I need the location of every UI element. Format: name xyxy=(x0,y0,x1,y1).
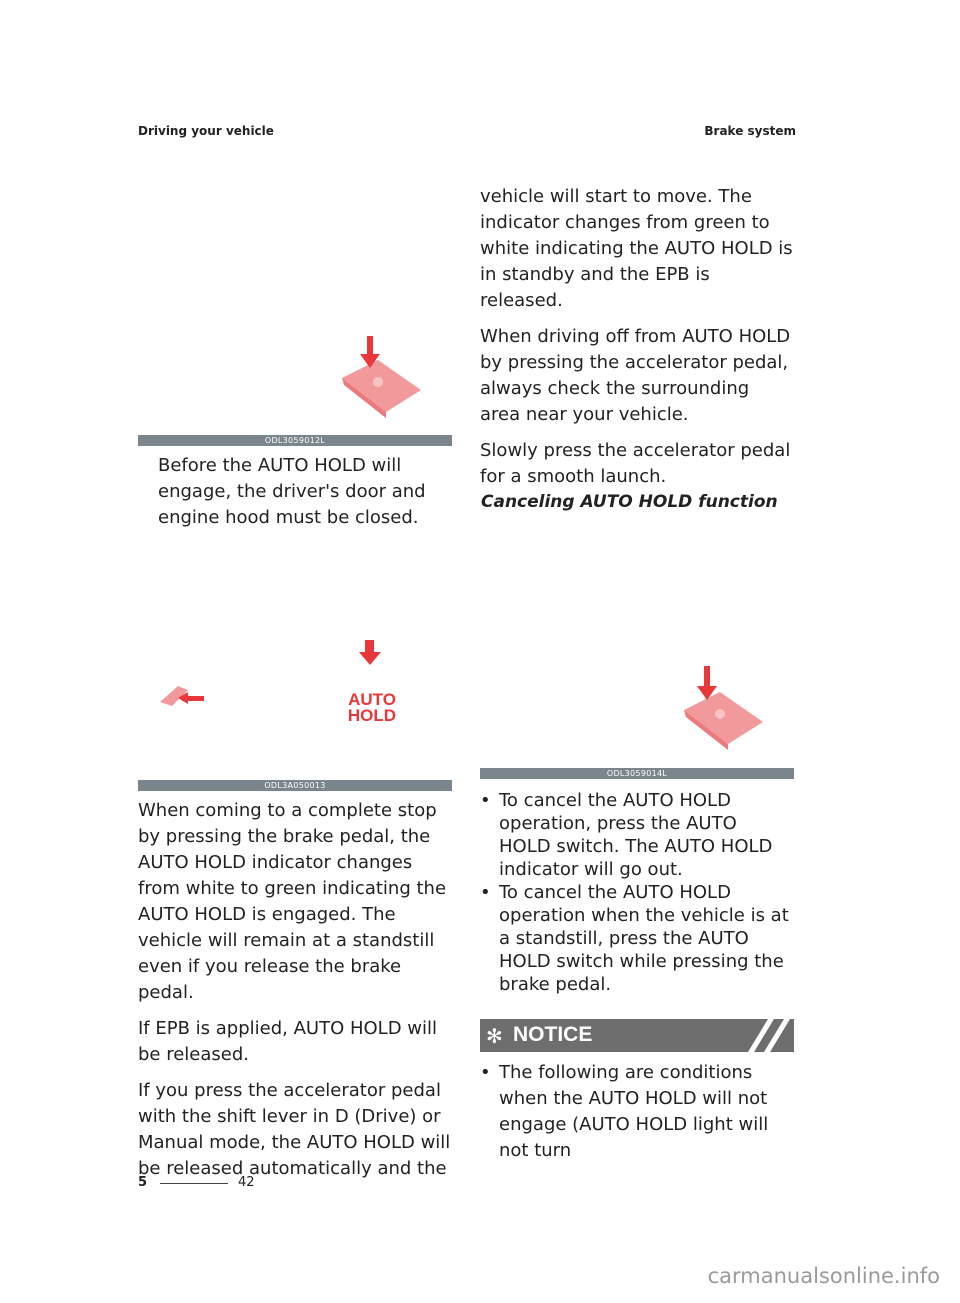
paragraph: If you press the accelerator pedal with the shift lever in D (Drive) or Manual mode, the AUTO HOLD will be released automatically and the xyxy=(138,1080,451,1179)
right-column-text xyxy=(480,184,794,500)
auto-hold-label-line2: HOLD xyxy=(347,706,397,725)
figure-caption-1: ODL3059012L xyxy=(138,435,452,446)
auto-hold-indicator-icon xyxy=(346,692,398,724)
footer-divider xyxy=(160,1183,228,1184)
paragraph: vehicle will start to move. The indicator changes from green to white indicating the AUTO HOLD is in standby and the EPB is released. xyxy=(480,186,793,311)
bullet-dot: • xyxy=(480,790,491,811)
figure-auto-hold-switch xyxy=(138,630,452,778)
auto-hold-label-line1: AUTO xyxy=(348,690,396,709)
running-header-chapter: Driving your vehicle xyxy=(138,124,274,138)
paragraph: When coming to a complete stop by pressing the brake pedal, the AUTO HOLD indicator changes from white to green indicating the AUTO HOLD is engaged. The vehicle will remain at a standstill even if you release the brake pedal. xyxy=(138,800,447,1003)
notice-asterisk-icon: ✻ xyxy=(486,1024,503,1048)
bullet-dot: • xyxy=(480,882,491,903)
bullet-text: To cancel the AUTO HOLD operation when the vehicle is at a standstill, press the AUTO HOLD switch while pressing the brake pedal. xyxy=(499,882,789,995)
page-number: 42 xyxy=(238,1175,255,1190)
brake-pedal-illustration xyxy=(480,660,794,766)
left-column-text xyxy=(138,798,452,1192)
paragraph: If EPB is applied, AUTO HOLD will be released. xyxy=(138,1018,438,1065)
bullet-text: The following are conditions when the AUTO HOLD will not engage (AUTO HOLD light will not turn xyxy=(499,1062,769,1161)
figure-brake-pedal-2 xyxy=(480,660,794,766)
notice-bullet-list xyxy=(480,1060,794,1164)
diagonal-stripes-icon xyxy=(742,1019,794,1052)
list-item xyxy=(480,1060,794,1164)
paragraph: Slowly press the accelerator pedal for a smooth launch. xyxy=(480,440,791,487)
bullet-text: To cancel the AUTO HOLD operation, press the AUTO HOLD switch. The AUTO HOLD indicator will go out. xyxy=(499,790,773,880)
notice-banner xyxy=(480,1019,794,1052)
list-item xyxy=(480,881,794,996)
figure-caption-2: ODL3A050013 xyxy=(138,780,452,791)
brake-pedal-illustration xyxy=(138,330,452,434)
figure-1-description xyxy=(158,453,443,541)
cancel-bullet-list xyxy=(480,789,794,996)
section-subheading: Canceling AUTO HOLD function xyxy=(481,492,778,512)
figure-caption-3: ODL3059014L xyxy=(480,768,794,779)
brake-and-switch-illustration xyxy=(138,630,452,778)
figure-brake-pedal-1 xyxy=(138,330,452,434)
chapter-number: 5 xyxy=(138,1175,148,1190)
notice-title: NOTICE xyxy=(513,1023,593,1046)
paragraph: Before the AUTO HOLD will engage, the driver's door and engine hood must be closed. xyxy=(158,455,426,528)
watermark: carmanualsonline.info xyxy=(707,1264,940,1288)
paragraph: When driving off from AUTO HOLD by pressing the accelerator pedal, always check the surrounding area near your vehicle. xyxy=(480,326,791,425)
bullet-dot: • xyxy=(480,1062,491,1083)
running-header-section: Brake system xyxy=(704,124,796,138)
list-item xyxy=(480,789,794,881)
